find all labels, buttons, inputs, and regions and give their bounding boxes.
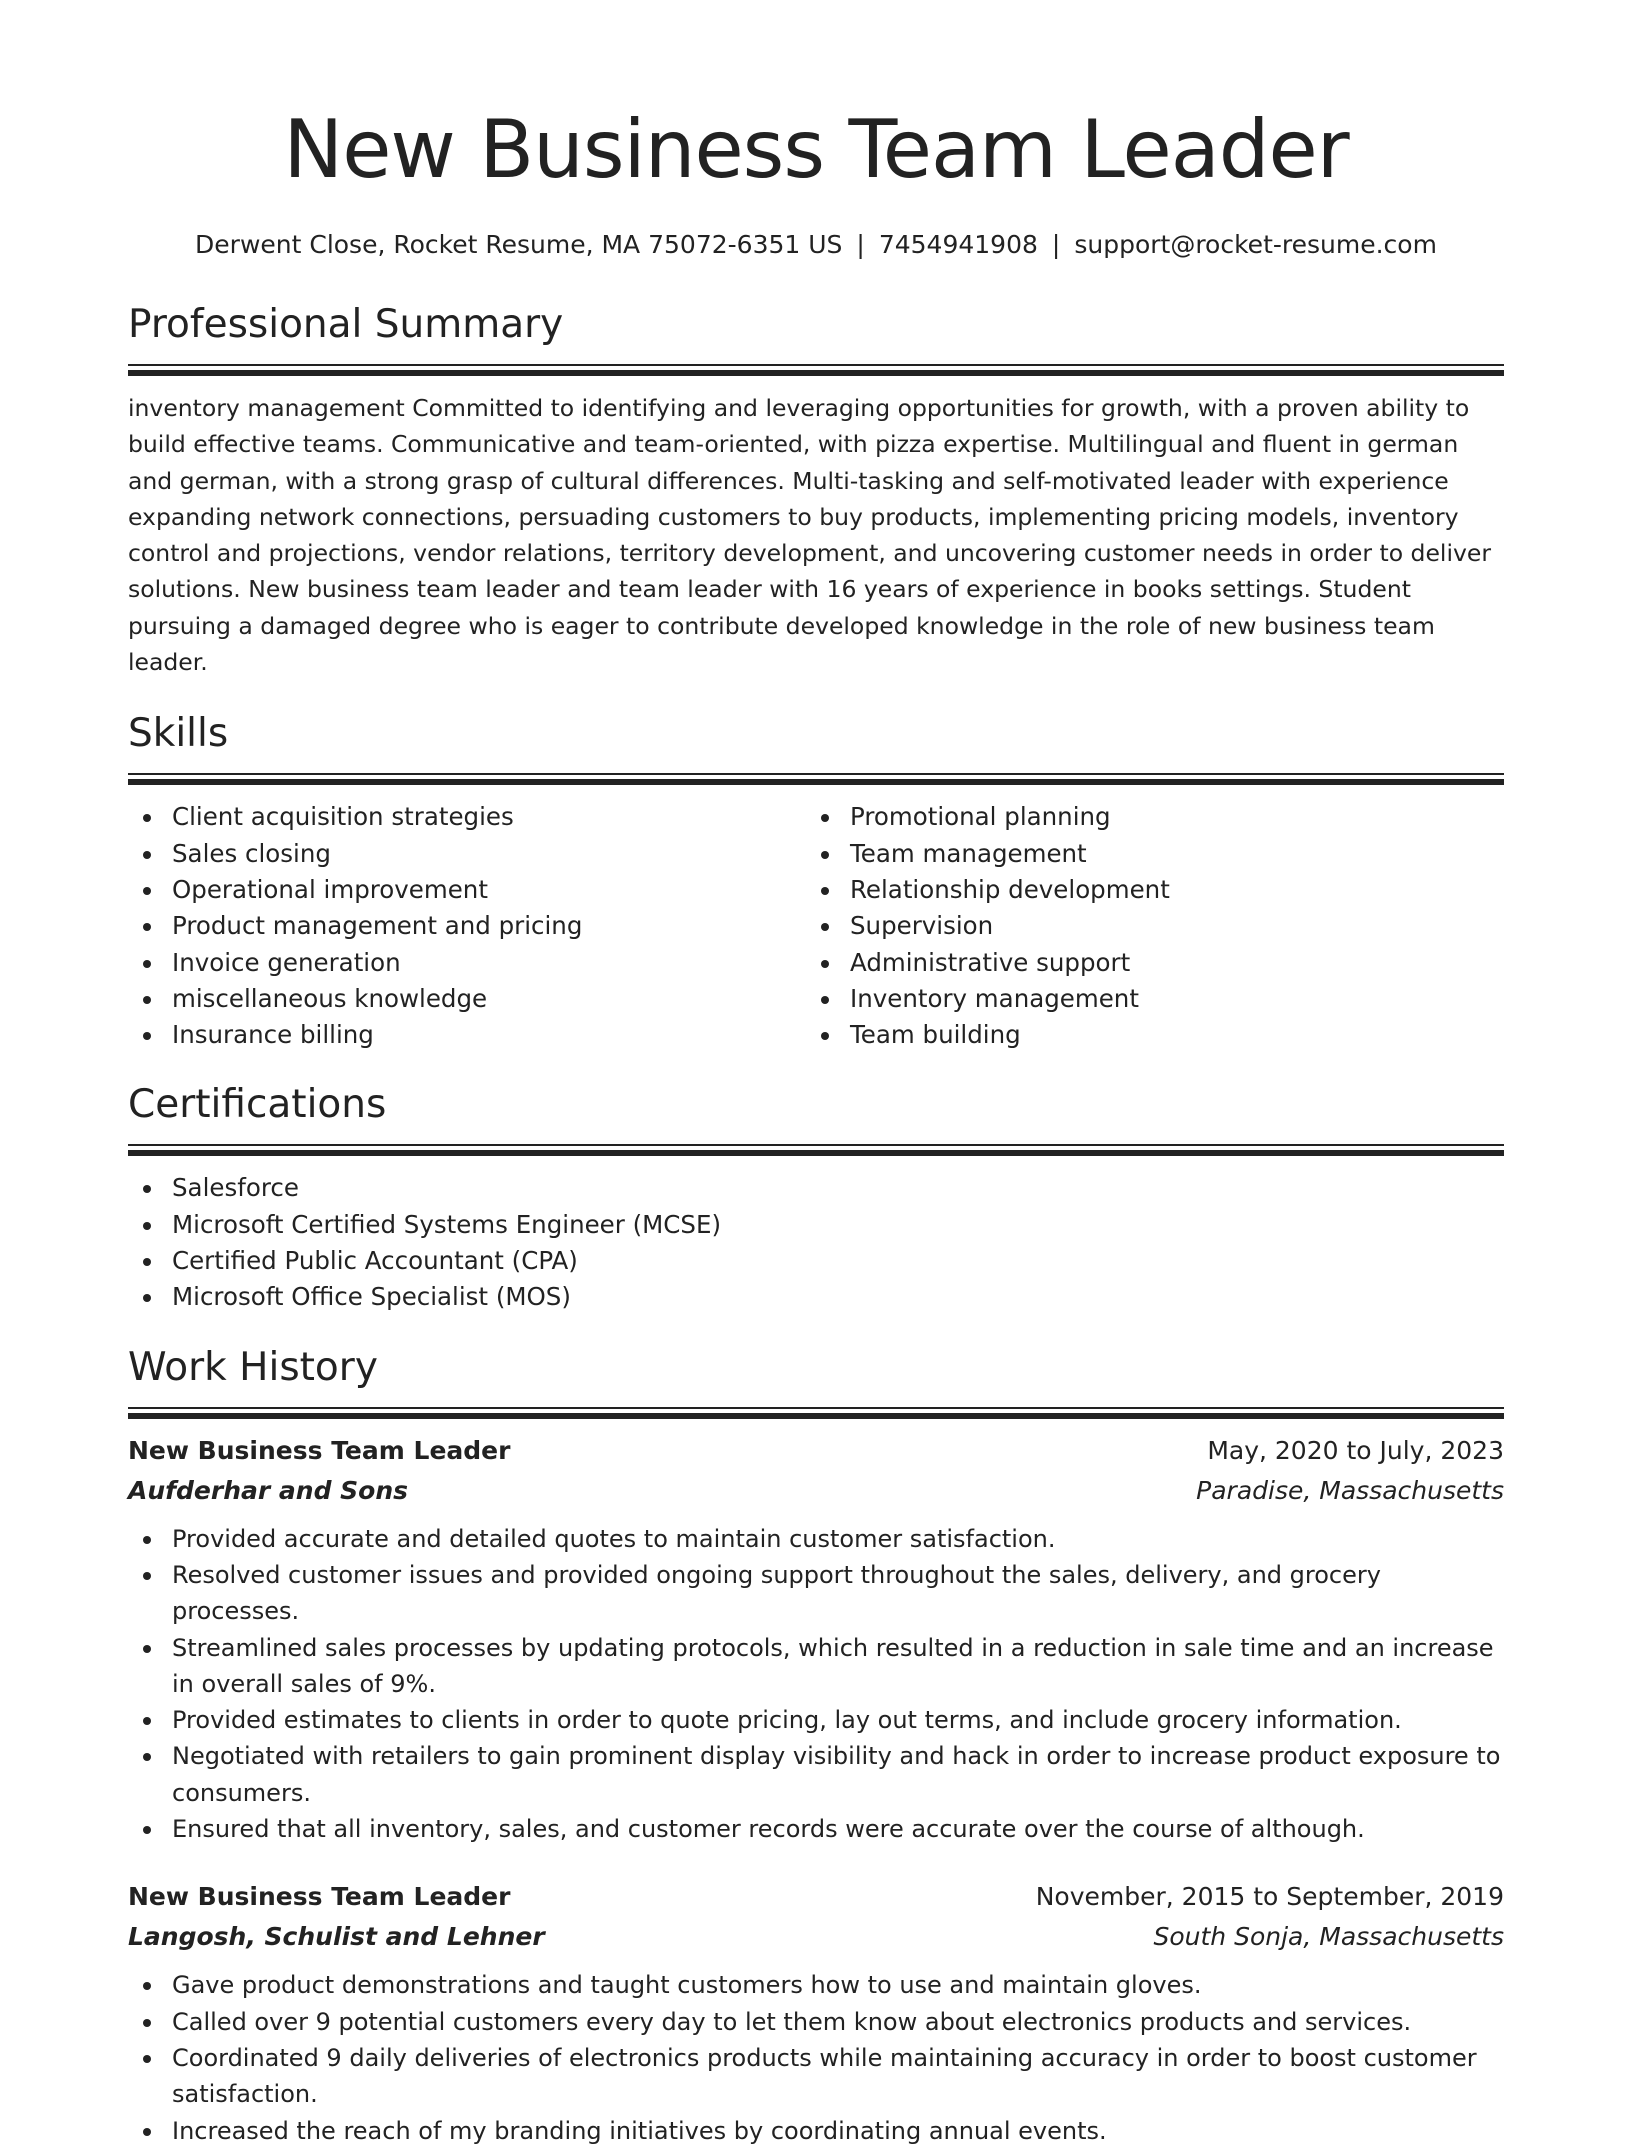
job-dates: November, 2015 to September, 2019 xyxy=(1035,1882,1504,1912)
skills-list-left xyxy=(128,799,806,1053)
contact-email: support@rocket-resume.com xyxy=(1074,230,1437,259)
job-bullet: Negotiated with retailers to gain prominent display visibility and hack in order to increase product exposure to consumers. xyxy=(128,1738,1504,1811)
contact-address: Derwent Close, Rocket Resume, MA 75072-6351 US xyxy=(195,230,843,259)
section-divider xyxy=(128,1144,1504,1156)
job-header xyxy=(128,1877,1504,1917)
work-history-section xyxy=(128,1344,1504,2149)
section-title-work-history: Work History xyxy=(128,1344,378,1390)
job-bullet: Streamlined sales processes by updating protocols, which resulted in a reduction in sale time and an increase in overall sales of 9%. xyxy=(128,1630,1504,1703)
certification-item: Microsoft Certified Systems Engineer (MCSE) xyxy=(128,1207,1504,1243)
skill-item: Promotional planning xyxy=(806,799,1484,835)
job-header xyxy=(128,1431,1504,1471)
skill-item: Client acquisition strategies xyxy=(128,799,806,835)
skill-item: Administrative support xyxy=(806,945,1484,981)
certifications-list xyxy=(128,1170,1504,1315)
skill-item: Team management xyxy=(806,836,1484,872)
certifications-section xyxy=(128,1082,1504,1315)
section-divider xyxy=(128,773,1504,785)
contact-separator: | xyxy=(856,230,865,259)
skill-item: Relationship development xyxy=(806,872,1484,908)
skill-item: Invoice generation xyxy=(128,945,806,981)
summary-section xyxy=(128,302,1504,680)
skills-grid xyxy=(128,799,1504,1053)
job-entry xyxy=(128,1877,1504,2148)
section-title-certifications: Certifications xyxy=(128,1082,387,1128)
section-divider xyxy=(128,364,1504,376)
section-divider xyxy=(128,1407,1504,1419)
certification-item: Salesforce xyxy=(128,1170,1504,1206)
skills-section xyxy=(128,711,1504,1053)
skill-item: Insurance billing xyxy=(128,1017,806,1053)
skill-item: Operational improvement xyxy=(128,872,806,908)
skill-item: Supervision xyxy=(806,908,1484,944)
job-bullet-list xyxy=(128,1521,1504,1848)
certification-item: Certified Public Accountant (CPA) xyxy=(128,1243,1504,1279)
job-bullet: Provided accurate and detailed quotes to maintain customer satisfaction. xyxy=(128,1521,1504,1557)
job-company: Langosh, Schulist and Lehner xyxy=(128,1922,545,1952)
certification-item: Microsoft Office Specialist (MOS) xyxy=(128,1279,1504,1315)
job-subheader xyxy=(128,1471,1504,1511)
section-title-skills: Skills xyxy=(128,711,229,757)
job-title: New Business Team Leader xyxy=(128,1882,511,1912)
job-bullet-list xyxy=(128,1967,1504,2148)
job-bullet: Resolved customer issues and provided ongoing support throughout the sales, delivery, and grocery processes. xyxy=(128,1557,1504,1630)
contact-separator: | xyxy=(1051,230,1061,259)
job-subheader xyxy=(128,1917,1504,1957)
skill-item: Inventory management xyxy=(806,981,1484,1017)
job-title: New Business Team Leader xyxy=(128,1435,511,1465)
job-bullet: Increased the reach of my branding initiatives by coordinating annual events. xyxy=(128,2113,1504,2149)
job-dates: May, 2020 to July, 2023 xyxy=(1207,1435,1504,1465)
section-title-summary: Professional Summary xyxy=(128,302,564,347)
job-location: Paradise, Massachusetts xyxy=(1196,1475,1504,1505)
contact-line xyxy=(128,230,1504,259)
skill-item: Sales closing xyxy=(128,836,806,872)
job-bullet: Called over 9 potential customers every day to let them know about electronics products and services. xyxy=(128,2004,1504,2040)
skill-item: Product management and pricing xyxy=(128,908,806,944)
skill-item: Team building xyxy=(806,1017,1484,1053)
skill-item: miscellaneous knowledge xyxy=(128,981,806,1017)
contact-phone: 7454941908 xyxy=(878,230,1038,259)
job-entry xyxy=(128,1431,1504,1848)
job-bullet: Ensured that all inventory, sales, and customer records were accurate over the course of although. xyxy=(128,1811,1504,1847)
resume-name: New Business Team Leader xyxy=(283,103,1349,196)
job-bullet: Coordinated 9 daily deliveries of electronics products while maintaining accuracy in order to boost customer satisfaction. xyxy=(128,2040,1504,2113)
job-company: Aufderhar and Sons xyxy=(128,1475,409,1505)
job-bullet: Gave product demonstrations and taught customers how to use and maintain gloves. xyxy=(128,1967,1504,2003)
summary-text: inventory management Committed to identifying and leveraging opportunities for growth, with a proven ability to build effective teams. Communicative and team-oriented, with pizza expertise. Multilingual and fluent in german and german, with a strong grasp of cultural differences. Multi-tasking and self-motivated leader with experience expanding network connections, persuading customers to buy products, implementing pricing models, inventory control and projections, vendor relations, territory development, and uncovering customer needs in order to deliver solutions. New business team leader and team leader with 16 years of experience in books settings. Student pursuing a damaged degree who is eager to contribute developed knowledge in the role of new business team leader. xyxy=(128,394,1491,677)
job-bullet: Provided estimates to clients in order to quote pricing, lay out terms, and include grocery information. xyxy=(128,1702,1504,1738)
job-location: South Sonja, Massachusetts xyxy=(1153,1922,1504,1952)
skills-list-right xyxy=(806,799,1484,1053)
